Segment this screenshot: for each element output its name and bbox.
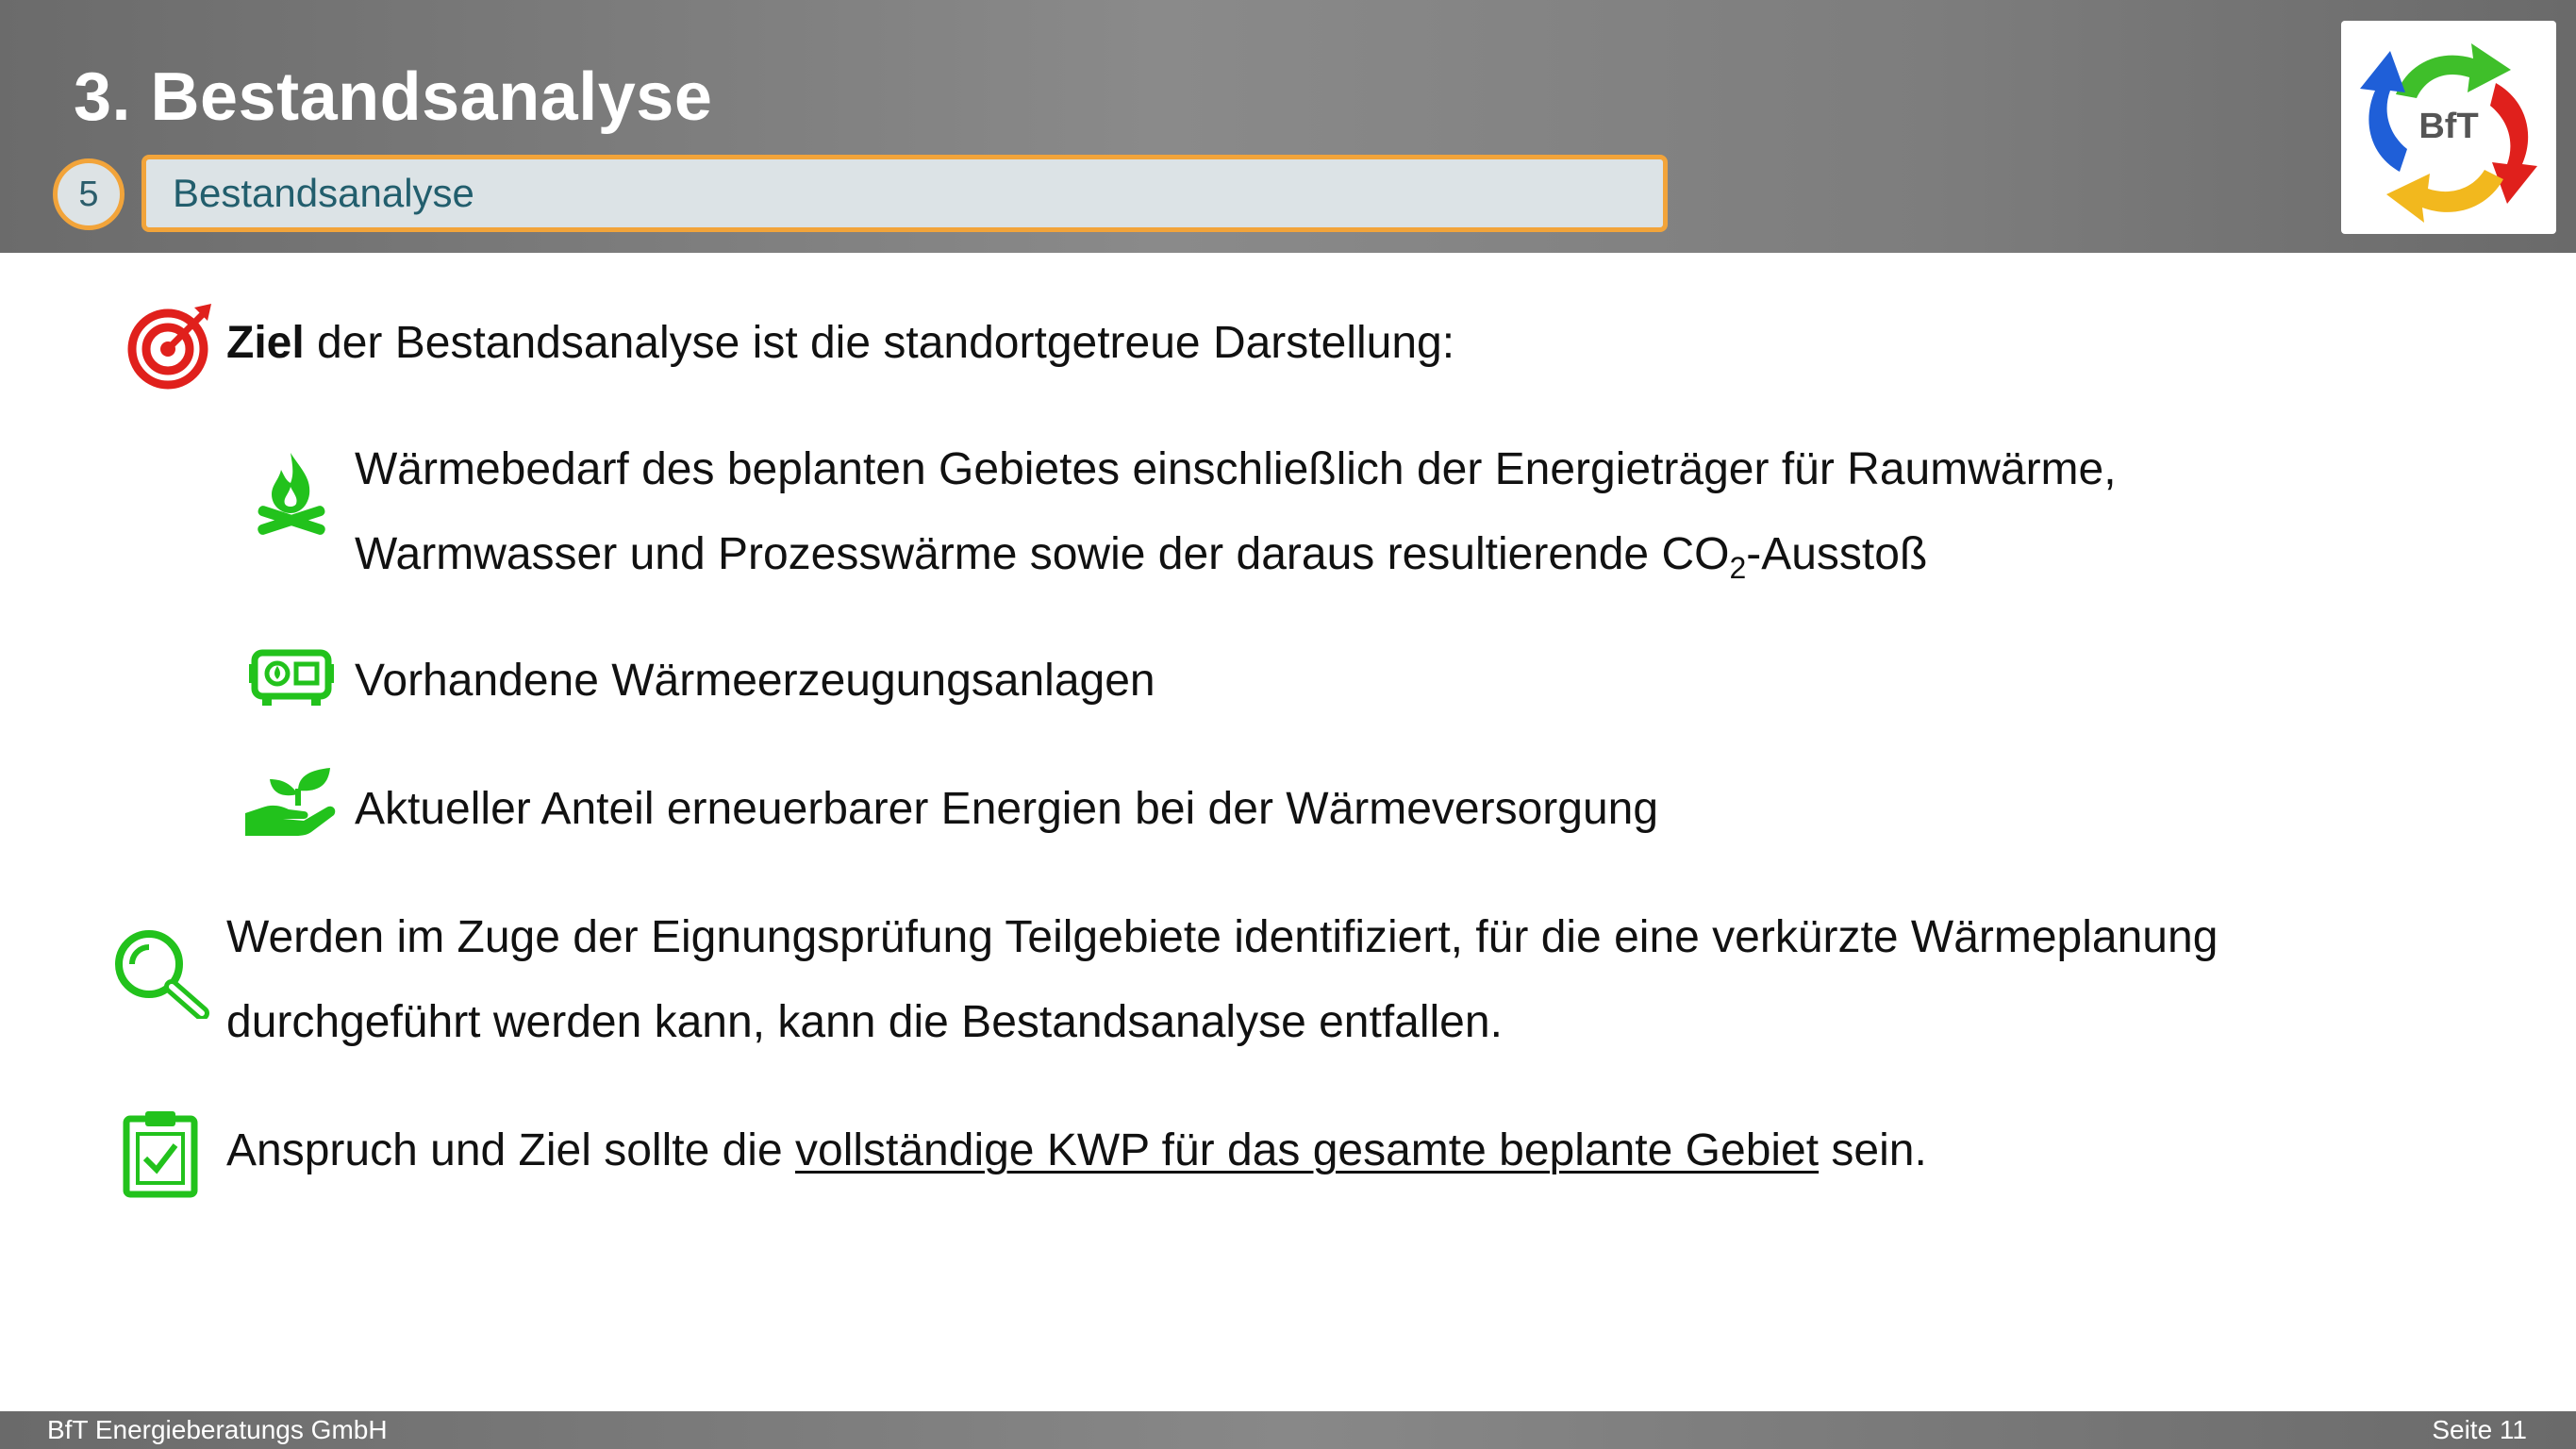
item2-text: Vorhandene Wärmeerzeugungsanlagen: [355, 656, 1155, 706]
page-title: 3. Bestandsanalyse: [74, 59, 713, 135]
goal-line: [226, 315, 1454, 372]
claim-line: [226, 1123, 1927, 1179]
item1-line2: [355, 526, 1927, 583]
bft-logo: [2341, 21, 2556, 234]
target-icon: [126, 300, 217, 391]
footer-bar: [0, 1411, 2576, 1449]
step-number-badge: 5: [53, 158, 125, 230]
item1-line2-pre: Warmwasser und Prozesswärme sowie der daraus resultierende CO: [355, 529, 1730, 579]
step-label: Bestandsanalyse: [173, 171, 474, 215]
footer-company: BfT Energieberatungs GmbH: [47, 1415, 388, 1444]
campfire-icon: [253, 449, 328, 536]
claim-post: sein.: [1819, 1125, 1927, 1175]
step-label-bar: [141, 155, 1668, 232]
logo-arrows-icon: [2341, 21, 2556, 234]
header-bar: [0, 0, 2576, 253]
heating-unit-icon: [249, 645, 334, 709]
item1-line1: Wärmebedarf des beplanten Gebietes einschließlich der Energieträger für Raumwärme,: [355, 444, 2117, 494]
claim-pre: Anspruch und Ziel sollte die: [226, 1125, 795, 1175]
clipboard-check-icon: [123, 1108, 198, 1198]
item1-line2-post: -Ausstoß: [1746, 529, 1928, 579]
note-line1: Werden im Zuge der Eignungsprüfung Teilgebiete identifiziert, für die eine verkürzte Wärmeplanung: [226, 912, 2219, 962]
claim-underlined: vollständige KWP für das gesamte beplante Gebiet: [795, 1125, 1820, 1175]
hand-plant-icon: [243, 766, 338, 838]
note-line2: durchgeführt werden kann, kann die Bestandsanalyse entfallen.: [226, 997, 1503, 1047]
goal-bold: Ziel: [226, 318, 305, 368]
item1-line2-sub: 2: [1729, 551, 1747, 585]
footer-page-number: Seite 11: [2432, 1415, 2527, 1444]
goal-text: der Bestandsanalyse ist die standortgetreue Darstellung:: [304, 318, 1455, 368]
logo-text: BfT: [2418, 107, 2479, 146]
magnifier-icon: [111, 926, 209, 1019]
item3-text: Aktueller Anteil erneuerbarer Energien bei der Wärmeversorgung: [355, 784, 1659, 834]
